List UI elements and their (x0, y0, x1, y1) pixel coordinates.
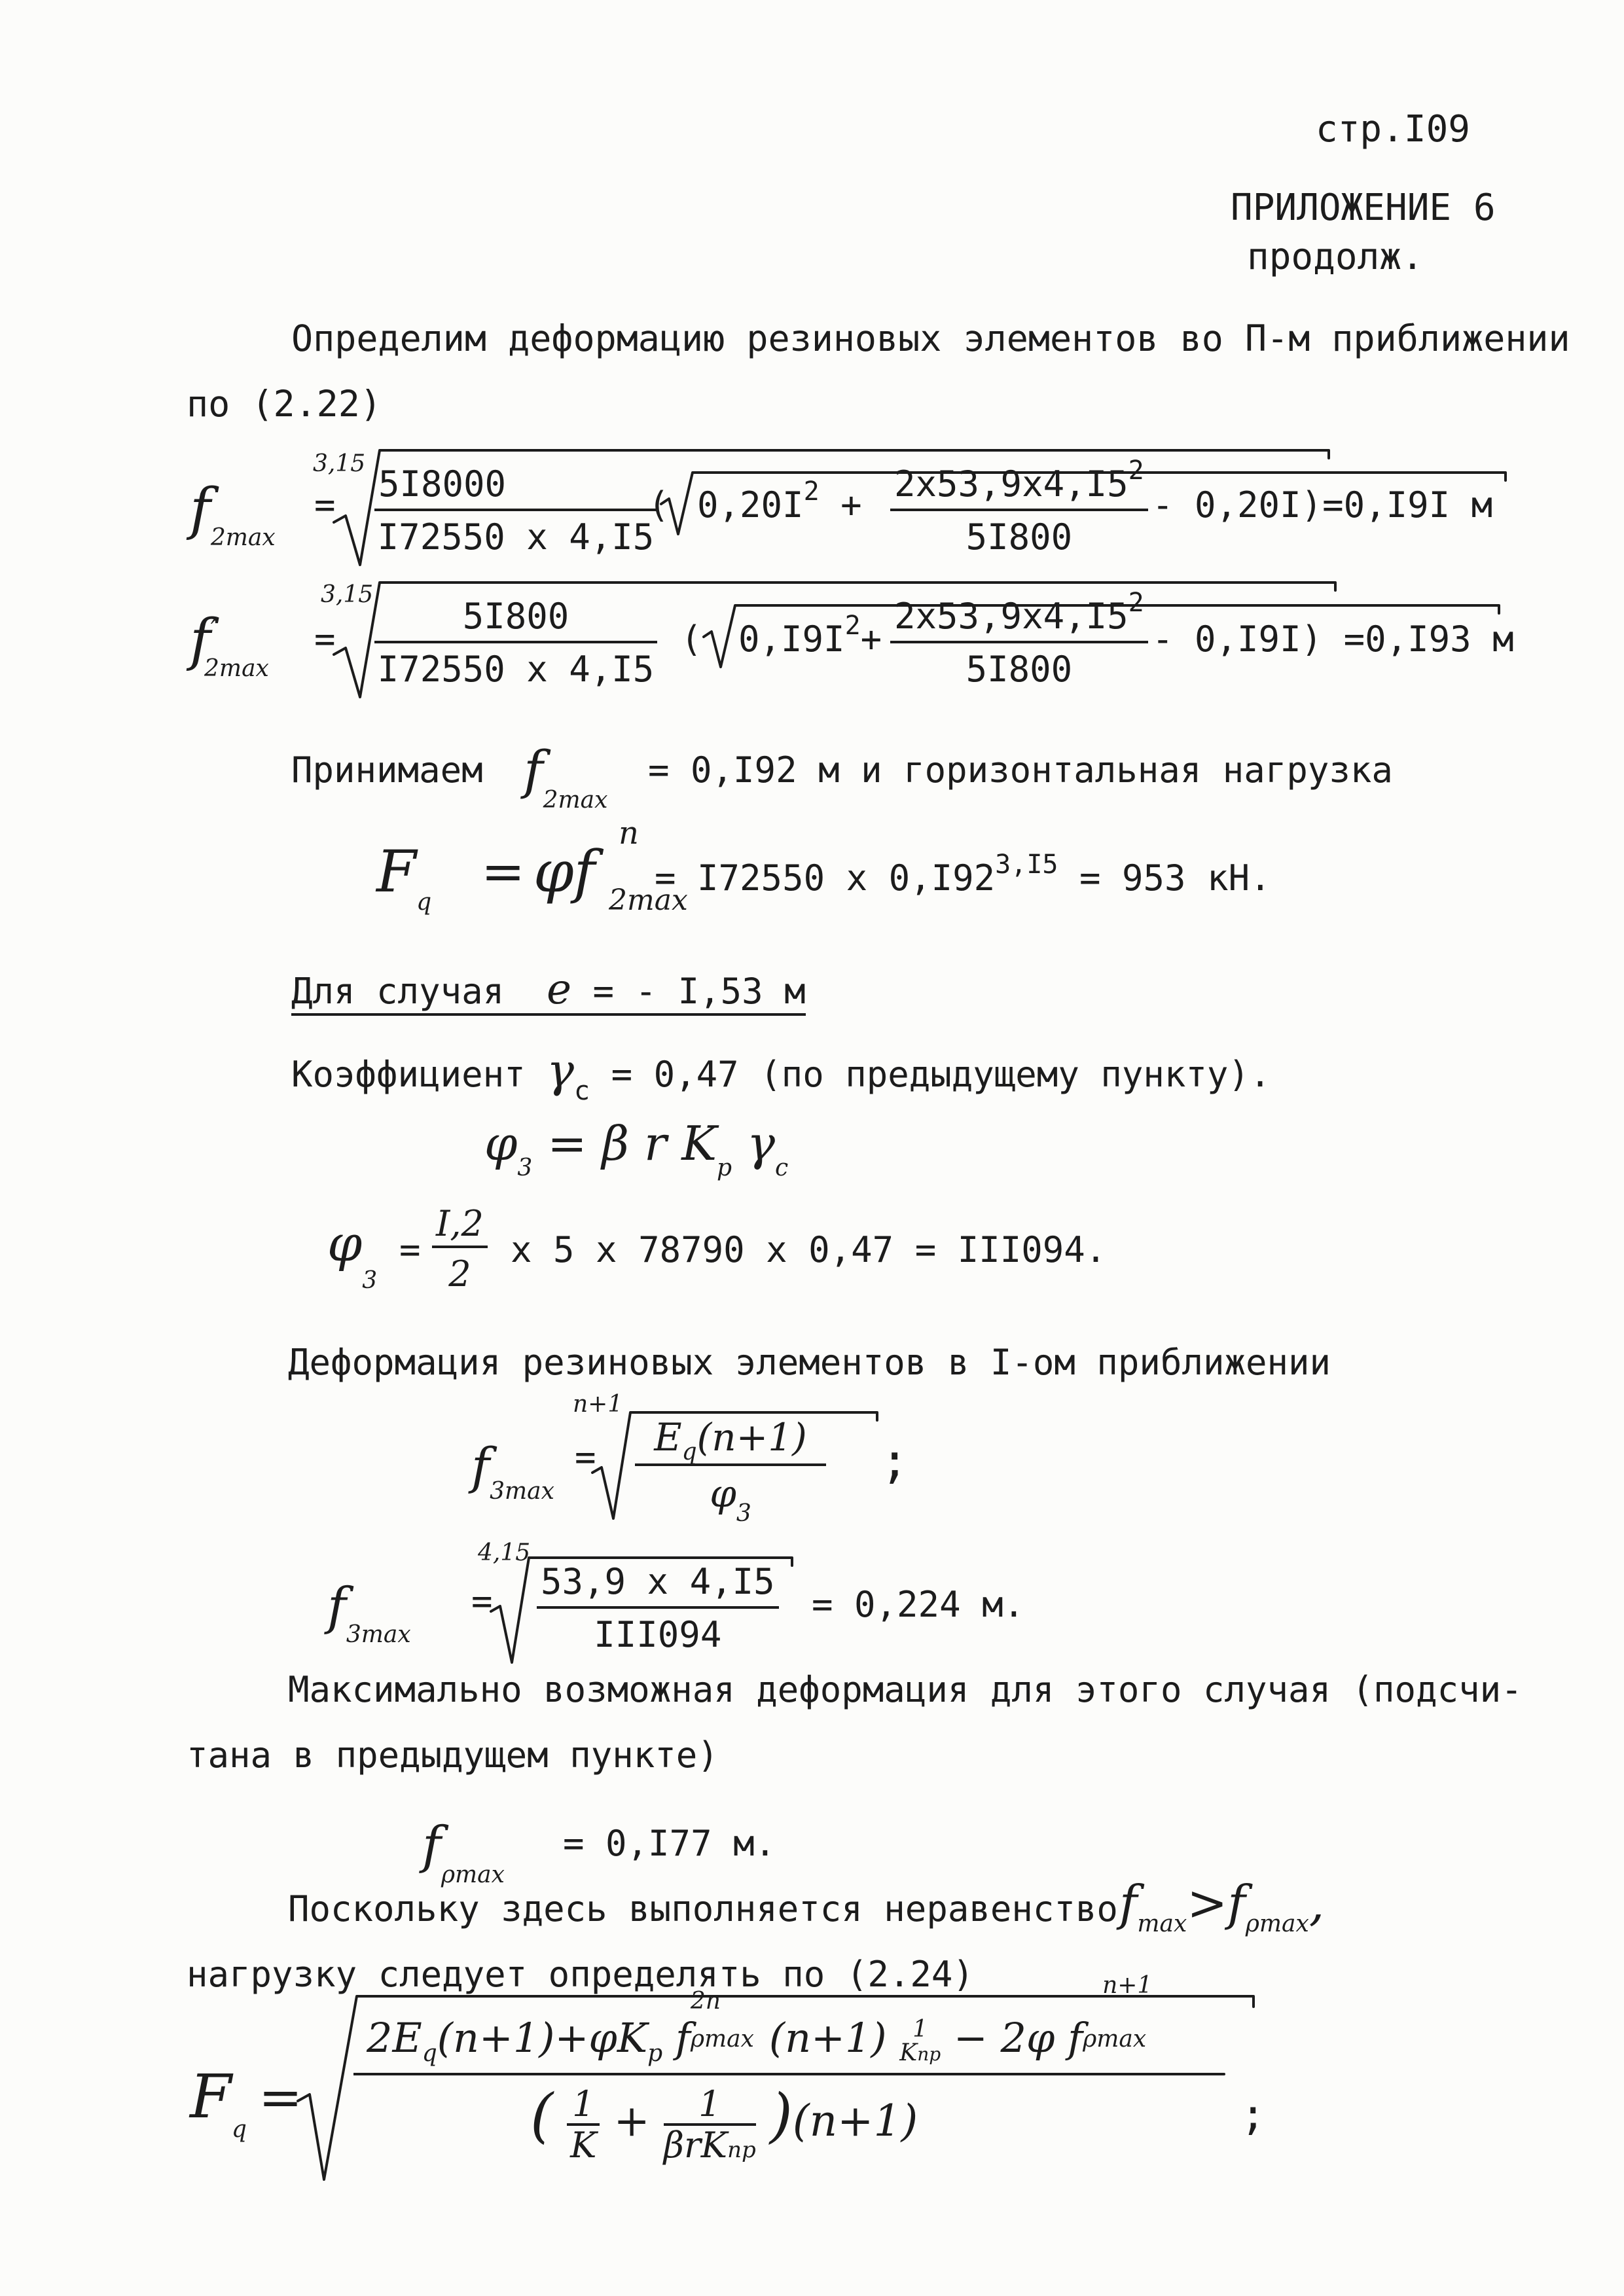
phi-formula: $\varphi_3 = \beta$ r $K_p$ $\gamma_c$ (484, 1116, 789, 1181)
phi-calc-fraction: $\frac{I,2}{2}$ (432, 1203, 488, 1295)
eq2-inner-fraction: $\frac{2x53,9x4,I5^2}{5I800}$ (890, 596, 1148, 690)
page-number: стр.I09 (1316, 108, 1471, 151)
coefficient-line: Коэффициент $\gamma_c = 0,47$ (по предыдущему пункту). (291, 1044, 1271, 1106)
f3-calc-fraction: 53,9 x 4,I5 III094 (537, 1561, 779, 1655)
max-deformation-line-2: тана в предыдущем пункте) (187, 1734, 719, 1776)
final-fraction-bar (353, 2072, 1231, 2078)
eq2-fraction: $\frac{5I800}{I72550 x 4,I5}$ (374, 596, 657, 690)
eq1-inner-fraction: $\frac{2x53,9x4,I5^2}{5I800}$ (890, 463, 1148, 558)
eq2-root-index: 3,15 (321, 581, 374, 608)
final-numerator: $2E_q(n+1)+\varphi K_p$ f 2n ρmax (n+1) 1 Knp − 2φ f n+1 ρmax (367, 1972, 1153, 2067)
eq2-result: - 0,I9I) =0,I93 м (1152, 619, 1514, 660)
f3-fraction: $\frac{E_q(n+1)}{\varphi_3}$ (635, 1415, 826, 1516)
eq2-lhs: $f'_{2max}$ (190, 607, 269, 682)
accept-symbol: $f_{2max}$ (524, 740, 608, 814)
appendix-title: ПРИЛОЖЕНИЕ 6 (1231, 187, 1496, 229)
eq1-result: - 0,20I)=0,I9I м (1152, 484, 1493, 526)
continued-label: продолж. (1247, 236, 1424, 278)
intro-line-2: по (2.22) (187, 383, 382, 425)
eq1-root-index: 3,15 (313, 450, 366, 477)
eq1-lhs: $f_{2max}$ (190, 476, 276, 551)
deformation-heading: Деформация резиновых элементов в I-ом приближении (288, 1342, 1331, 1383)
max-deformation-line-1: Максимально возможная деформация для этого случая (подсчи- (288, 1669, 1523, 1710)
eq1-fraction: $\frac{5I8000}{I72550 x 4,I5}$ (374, 463, 657, 558)
load-determination-line: нагрузку следует определять по (2.24) (187, 1954, 974, 1995)
inequality-formula: $f_{max}>f_{\rho max}$, (1119, 1875, 1325, 1937)
intro-line-1: Определим деформацию резиновых элементов во П-м приближении (291, 317, 1570, 359)
case-heading: Для случая e = - I,53 м (291, 965, 806, 1014)
final-denominator: ( $\frac{1}{K}$ + 1 βrKnp )(n+1) (530, 2081, 918, 2166)
